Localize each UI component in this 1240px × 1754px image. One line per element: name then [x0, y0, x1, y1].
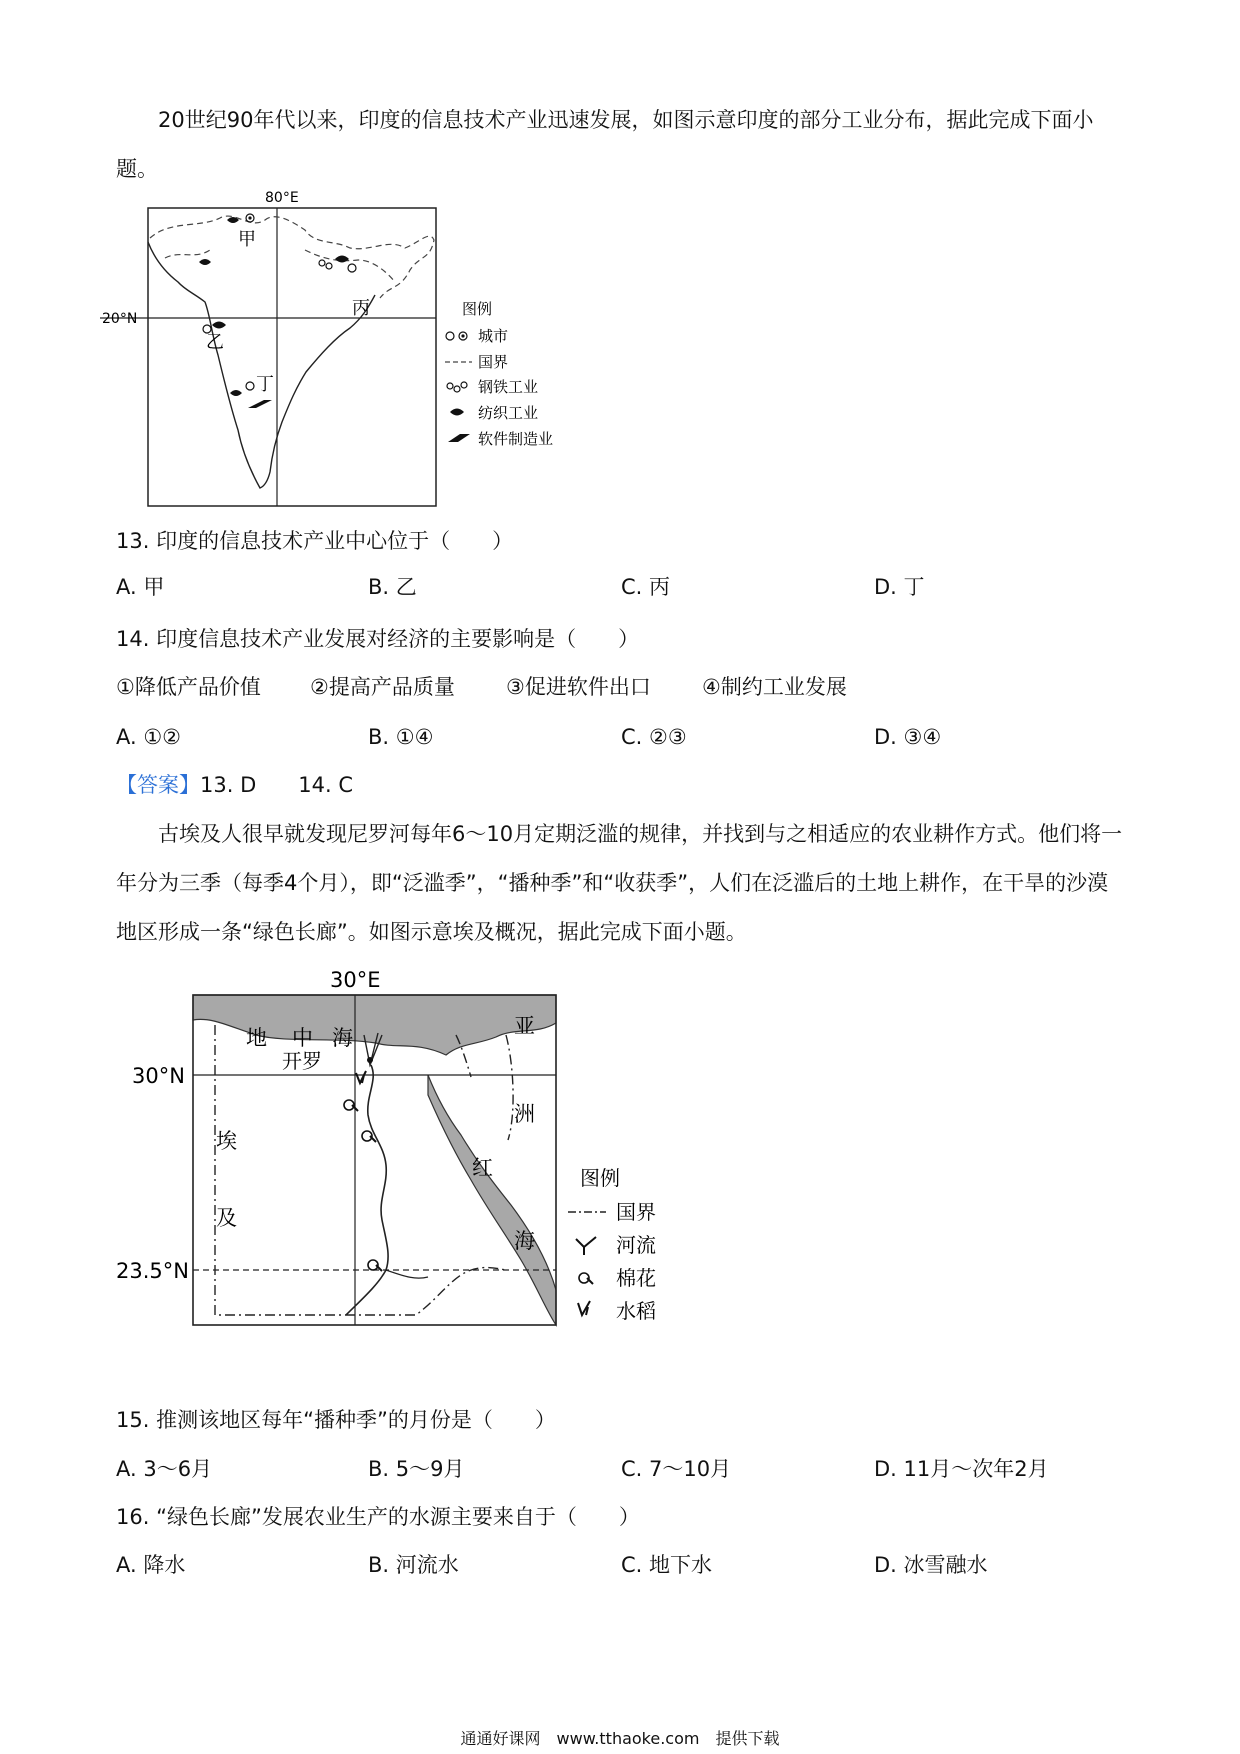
- svg-text:甲: 甲: [238, 229, 256, 250]
- longitude-label: 80°E: [265, 190, 299, 206]
- country-char-1: 埃: [216, 1129, 237, 1153]
- sea-char-2: 中: [292, 1026, 313, 1050]
- svg-text:水稻: 水稻: [616, 1299, 656, 1323]
- q14-item-2: ②提高产品质量: [310, 675, 455, 699]
- q14-option-d[interactable]: D. ③④: [874, 725, 942, 749]
- svg-text:国界: 国界: [478, 353, 509, 371]
- q16-option-d[interactable]: D. 冰雪融水: [874, 1553, 988, 1577]
- sea-char-1: 地: [246, 1026, 267, 1050]
- svg-text:棉花: 棉花: [616, 1266, 656, 1290]
- latitude-label: 20°N: [102, 311, 138, 327]
- svg-text:纺织工业: 纺织工业: [478, 404, 539, 422]
- country-char-2: 及: [216, 1206, 237, 1230]
- q14-option-c[interactable]: C. ②③: [621, 725, 687, 749]
- egypt-map-legend: [568, 1166, 656, 1323]
- redsea-char-1: 红: [472, 1156, 493, 1180]
- question-16: 16. “绿色长廊”发展农业生产的水源主要来自于（ ）: [116, 1505, 640, 1529]
- q14-item-4: ④制约工业发展: [702, 675, 847, 699]
- intro-paragraph-1: 20世纪90年代以来，印度的信息技术产业迅速发展，如图示意印度的部分工业分布，据此完成下面小题。: [116, 108, 1094, 181]
- intro-paragraph-2: 古埃及人很早就发现尼罗河每年6～10月定期泛滥的规律，并找到与之相适应的农业耕作方式。他们将一年分为三季（每季4个月），即“泛滥季”，“播种季”和“收获季”，人们在泛滥后的土地上耕作，在干旱的沙漠地区形成一条“绿色长廊”。如图示意埃及概况，据此完成下面小题。: [116, 822, 1123, 944]
- svg-text:丁: 丁: [256, 374, 274, 395]
- asia-char-1: 亚: [514, 1014, 535, 1038]
- q16-option-a[interactable]: A. 降水: [116, 1553, 186, 1577]
- q16-option-b[interactable]: B. 河流水: [368, 1553, 459, 1577]
- place-bing: [319, 256, 370, 320]
- q13-option-b[interactable]: B. 乙: [368, 575, 417, 599]
- svg-text:丙: 丙: [352, 298, 370, 319]
- longitude-label: 30°E: [330, 968, 381, 992]
- redsea-char-2: 海: [514, 1229, 535, 1253]
- svg-text:图例: 图例: [462, 300, 493, 318]
- q14-item-1: ①降低产品价值: [116, 675, 261, 699]
- national-border: [150, 216, 434, 298]
- red-sea: [428, 1075, 556, 1325]
- svg-text:软件制造业: 软件制造业: [478, 430, 554, 448]
- q13-option-c[interactable]: C. 丙: [621, 575, 671, 599]
- q15-option-c[interactable]: C. 7～10月: [621, 1457, 732, 1481]
- svg-text:图例: 图例: [580, 1166, 620, 1190]
- india-map: [100, 190, 640, 510]
- question-15: 15. 推测该地区每年“播种季”的月份是（ ）: [116, 1408, 556, 1432]
- latitude-label-top: 30°N: [132, 1064, 185, 1088]
- q16-option-c[interactable]: C. 地下水: [621, 1553, 713, 1577]
- india-map-legend: [445, 300, 553, 448]
- place-yi: [203, 322, 226, 354]
- page-footer: 通通好课网 www.tthaoke.com 提供下载: [460, 1729, 780, 1748]
- question-14: 14. 印度信息技术产业发展对经济的主要影响是（ ）: [116, 627, 640, 651]
- svg-text:城市: 城市: [478, 327, 509, 345]
- rice-symbol: [356, 1071, 366, 1083]
- egypt-map: [116, 965, 676, 1345]
- q14-item-3: ③促进软件出口: [506, 675, 651, 699]
- city-cairo: 开罗: [282, 1049, 322, 1073]
- cotton-symbol: [344, 1100, 358, 1111]
- coastline: [148, 242, 375, 488]
- q15-option-d[interactable]: D. 11月～次年2月: [874, 1457, 1049, 1481]
- q14-option-a[interactable]: A. ①②: [116, 725, 181, 749]
- place-ding: [230, 374, 274, 408]
- textile-symbol: [199, 259, 211, 265]
- latitude-label-bottom: 23.5°N: [116, 1259, 189, 1283]
- asia-char-2: 洲: [514, 1102, 535, 1126]
- answer-tag: 【答案】: [116, 773, 200, 797]
- answer-text: 13. D 14. C: [200, 773, 353, 797]
- q15-option-b[interactable]: B. 5～9月: [368, 1457, 465, 1481]
- svg-text:乙: 乙: [206, 332, 224, 353]
- svg-text:国界: 国界: [616, 1200, 656, 1224]
- sea-char-3: 海: [332, 1026, 353, 1050]
- nile-river: [346, 1065, 388, 1315]
- q13-option-d[interactable]: D. 丁: [874, 575, 925, 599]
- svg-text:河流: 河流: [616, 1233, 656, 1257]
- q14-option-b[interactable]: B. ①④: [368, 725, 434, 749]
- answer-line: [116, 770, 353, 800]
- question-13: 13. 印度的信息技术产业中心位于（ ）: [116, 529, 514, 553]
- place-jia: [227, 214, 256, 250]
- q13-option-a[interactable]: A. 甲: [116, 575, 165, 599]
- cotton-symbol: [368, 1260, 382, 1271]
- svg-text:钢铁工业: 钢铁工业: [478, 378, 539, 396]
- q15-option-a[interactable]: A. 3～6月: [116, 1457, 213, 1481]
